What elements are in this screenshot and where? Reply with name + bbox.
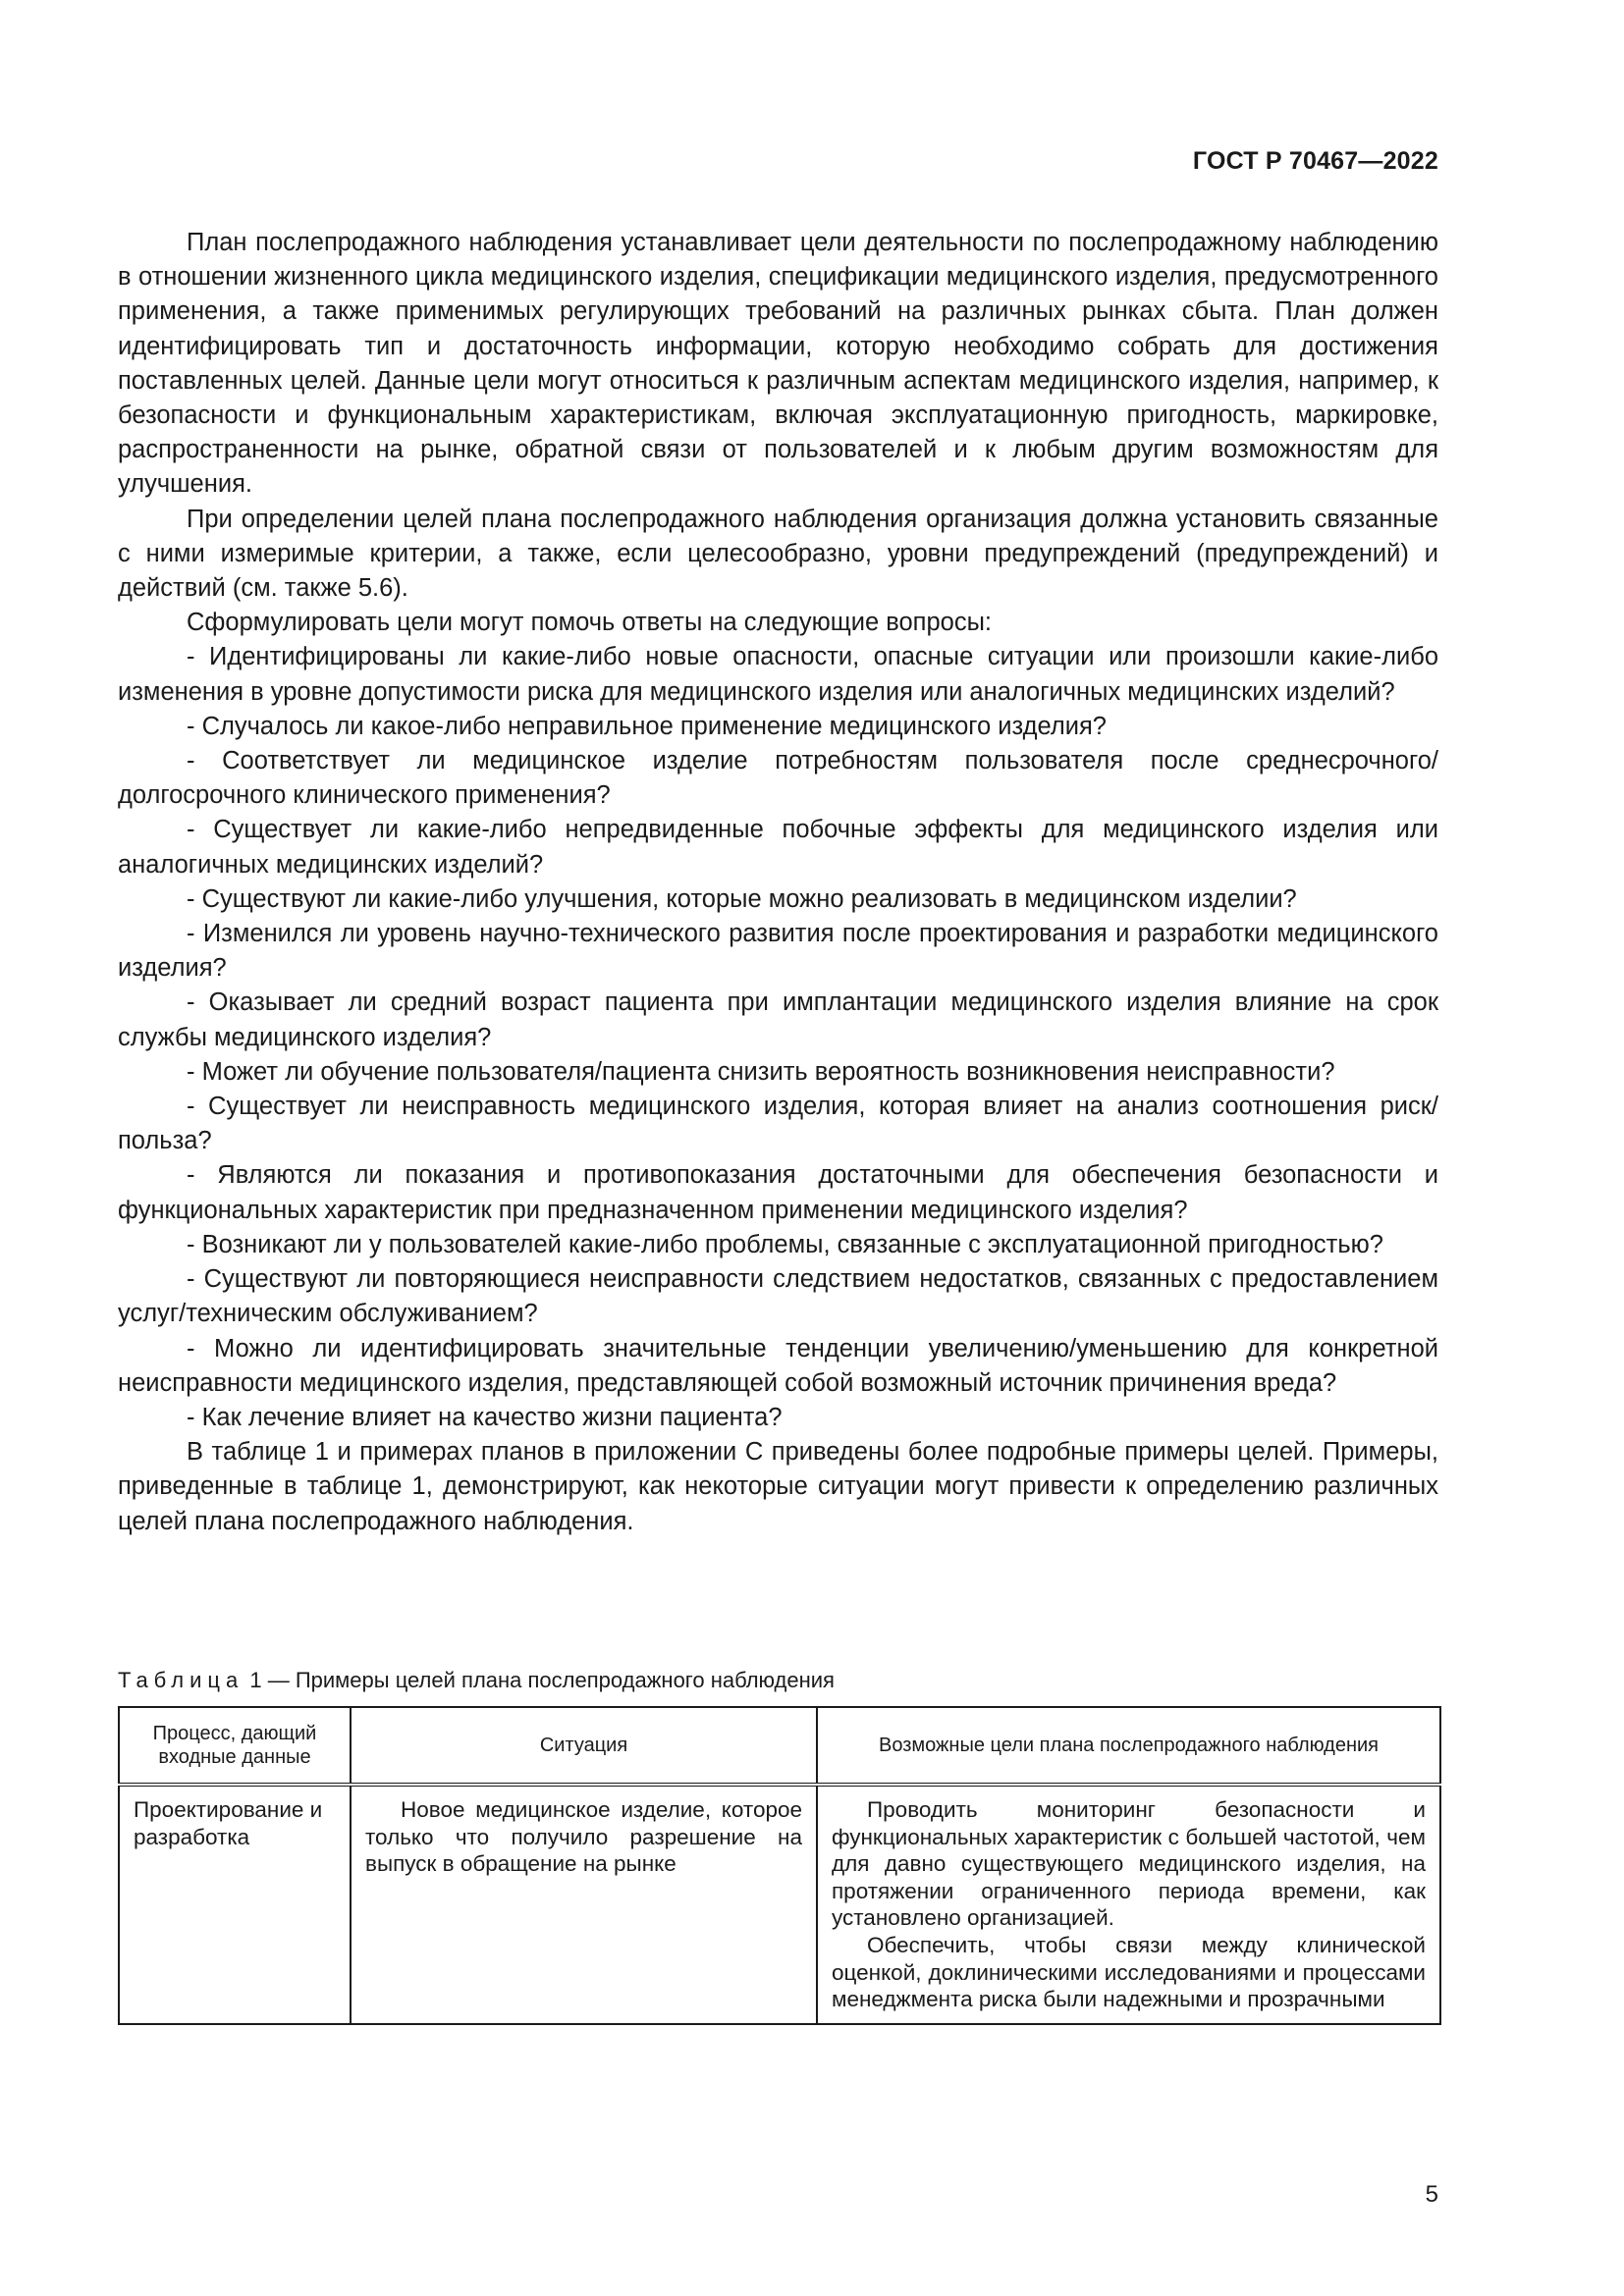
question-item: - Изменился ли уровень научно-технического развития после проектирования и разработки медицинского изделия?	[118, 920, 1438, 983]
question-item: - Оказывает ли средний возраст пациента при имплантации медицинского изделия влияние на срок службы медицинского изделия?	[118, 988, 1438, 1051]
cell-text: Обеспечить, чтобы связи между клинической оценкой, доклиническими исследованиями и процессами менеджмента риска были надежными и прозрачными	[832, 1932, 1426, 2012]
question-item: - Идентифицированы ли какие-либо новые опасности, опасные ситуации или произошли какие-либо изменения в уровне допустимости риска для медицинского изделия или аналогичных медицинских изделий?	[118, 643, 1438, 706]
cell-text: Проектирование и разработка	[134, 1797, 323, 1849]
question-item: - Случалось ли какое-либо неправильное применение медицинского изделия?	[187, 712, 1107, 740]
cell-goals	[817, 1785, 1440, 2024]
column-header-goals: Возможные цели плана послепродажного наблюдения	[817, 1707, 1440, 1785]
table-caption-prefix: Таблица	[118, 1668, 244, 1692]
table-caption-title: 1 — Примеры целей плана послепродажного наблюдения	[244, 1668, 835, 1692]
question-item: - Соответствует ли медицинское изделие потребностям пользователя после среднесрочного/долгосрочного клинического применения?	[118, 747, 1438, 810]
column-header-situation: Ситуация	[351, 1707, 817, 1785]
document-header: ГОСТ Р 70467—2022	[1192, 147, 1438, 175]
question-item: - Можно ли идентифицировать значительные тенденции увеличению/уменьшению для конкретной неисправности медицинского изделия, представляющей собой возможный источник причинения вреда?	[118, 1334, 1438, 1397]
question-item: - Существуют ли какие-либо улучшения, которые можно реализовать в медицинском изделии?	[187, 884, 1297, 913]
table-caption	[118, 1666, 835, 1695]
question-item: - Существует ли неисправность медицинского изделия, которая влияет на анализ соотношения риск/польза?	[118, 1093, 1438, 1155]
column-header-process: Процесс, дающий входные данные	[119, 1707, 351, 1785]
page-number: 5	[1425, 2181, 1438, 2208]
paragraph: Сформулировать цели могут помочь ответы на следующие вопросы:	[187, 609, 992, 637]
question-item: - Существует ли какие-либо непредвиденные побочные эффекты для медицинского изделия или аналогичных медицинских изделий?	[118, 816, 1438, 879]
cell-text: Новое медицинское изделие, которое только что получило разрешение на выпуск в обращение на рынке	[365, 1797, 802, 1877]
question-item: - Как лечение влияет на качество жизни пациента?	[187, 1403, 783, 1431]
question-item: - Может ли обучение пользователя/пациента снизить вероятность возникновения неисправности?	[187, 1057, 1335, 1086]
question-item: - Существуют ли повторяющиеся неисправности следствием недостатков, связанных с предоставлением услуг/техническим обслуживанием?	[118, 1265, 1438, 1328]
paragraph: В таблице 1 и примерах планов в приложении С приведены более подробные примеры целей. Примеры, приведенные в таблице 1, демонстрируют, как некоторые ситуации могут привести к определению различных целей плана послепродажного наблюдения.	[118, 1438, 1438, 1535]
body-text	[118, 226, 1438, 1539]
paragraph: При определении целей плана послепродажного наблюдения организация должна установить связанные с ними измеримые критерии, а также, если целесообразно, уровни предупреждений (предупреждений) и действий (см. также 5.6).	[118, 505, 1438, 603]
table-row	[119, 1785, 1440, 2024]
paragraph: План послепродажного наблюдения устанавливает цели деятельности по послепродажному наблюдению в отношении жизненного цикла медицинского изделия, спецификации медицинского изделия, предусмотренного применения, а также применимых регулирующих требований на различных рынках сбыта. План должен идентифицировать тип и достаточность информации, которую необходимо собрать для достижения поставленных целей. Данные цели могут относиться к различным аспектам медицинского изделия, например, к безопасности и функциональным характеристикам, включая эксплуатационную пригодность, маркировке, распространенности на рынке, обратной связи от пользователей и к любым другим возможностям для улучшения.	[118, 229, 1438, 499]
goals-table	[118, 1706, 1441, 2025]
question-item: - Возникают ли у пользователей какие-либо проблемы, связанные с эксплуатационной пригодностью?	[187, 1230, 1383, 1258]
cell-process	[119, 1785, 351, 2024]
cell-text: Проводить мониторинг безопасности и функциональных характеристик с большей частотой, чем для давно существующего медицинского изделия, на протяжении ограниченного периода времени, как установлено организацией.	[832, 1797, 1426, 1931]
table-header-row	[119, 1707, 1440, 1785]
question-item: - Являются ли показания и противопоказания достаточными для обеспечения безопасности и функциональных характеристик при предназначенном применении медицинского изделия?	[118, 1161, 1438, 1224]
cell-situation	[351, 1785, 817, 2024]
